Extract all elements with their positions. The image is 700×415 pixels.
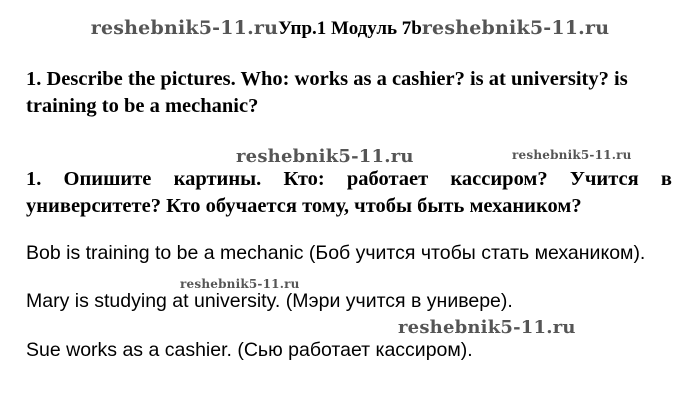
answer-line: Mary is studying at university. (Мэри учится в универе). [26, 290, 513, 312]
watermark-small: reshebnik5-11.ru [180, 277, 300, 291]
page-title: Упр.1 Модуль 7b [278, 18, 422, 39]
page-header [0, 17, 700, 40]
watermark-middle-left: reshebnik5-11.ru [236, 146, 414, 167]
answer-line: Bob is training to be a mechanic (Боб учится чтобы стать механиком). [26, 242, 646, 264]
task-russian: 1. Опишите картины. Кто: работает кассиром? Учится в университете? Кто обучается тому, чтобы быть механиком? [26, 168, 672, 217]
watermark-header-right: reshebnik5-11.ru [421, 17, 610, 39]
watermark-middle-right: reshebnik5-11.ru [512, 148, 632, 162]
answer-line: Sue works as a cashier. (Сью работает кассиром). [26, 339, 473, 361]
watermark-header-left: reshebnik5-11.ru [90, 17, 279, 39]
watermark-lower: reshebnik5-11.ru [398, 317, 576, 338]
task-english: 1. Describe the pictures. Who: works as a cashier? is at university? is training to be a mechanic? [26, 68, 628, 117]
